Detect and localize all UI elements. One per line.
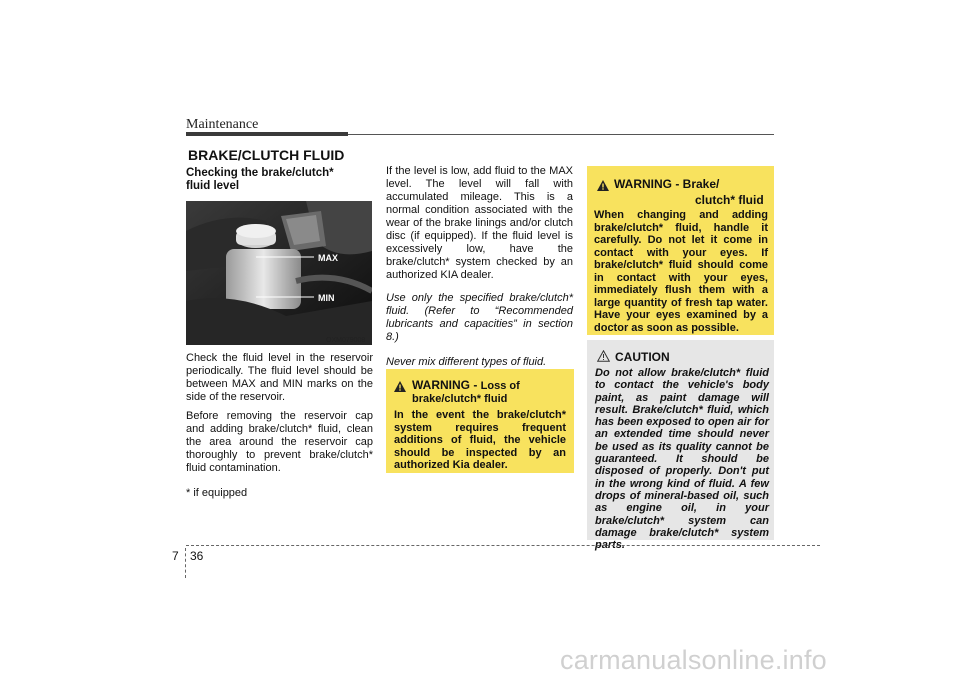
section-title: BRAKE/CLUTCH FLUID	[188, 147, 345, 163]
footnote: * if equipped	[186, 487, 248, 499]
photo-label-max: MAX	[318, 253, 338, 263]
reservoir-photo	[186, 201, 372, 345]
watermark: carmanualsonline.info	[560, 645, 827, 675]
warning-triangle-icon	[394, 379, 406, 397]
photo-label-min: MIN	[318, 293, 335, 303]
warning-fluid-text: When changing and adding brake/clutch* fluid, handle it carefully. Do not let it come in contact with your eyes. If brake/clutch* fluid should come in contact with your eyes, immediately flush them with a large quantity of fresh tap water. Have your eyes examined by a doctor as soon as possible.	[594, 209, 768, 334]
warning-loss-label: WARNING -	[412, 378, 481, 392]
subtitle-line2: fluid level	[186, 180, 240, 192]
chapter-number: 7	[172, 549, 179, 563]
middle-italic-1: Use only the specified brake/clutch* fluid. (Refer to “Recommended lubricants and capacities” in section 8.)	[386, 292, 573, 343]
warning-loss-title	[412, 378, 520, 393]
footer-divider	[185, 548, 186, 578]
warning-fluid-title-a: Brake/	[682, 177, 720, 191]
caution-triangle-icon	[597, 349, 610, 367]
warning-fluid-box	[587, 166, 774, 335]
page-number: 36	[190, 549, 204, 563]
warning-fluid-title-b: clutch* fluid	[695, 193, 764, 207]
warning-loss-title-b: brake/clutch* fluid	[412, 393, 508, 405]
left-paragraph-2: Before removing the reservoir cap and adding brake/clutch* fluid, clean the area around the reservoir cap thoroughly to prevent brake/clutch* fluid contamination.	[186, 410, 373, 474]
photo-code: OXM079008	[326, 337, 366, 344]
caution-title: CAUTION	[615, 350, 670, 364]
warning-loss-box	[386, 369, 574, 473]
footer-rule	[186, 545, 820, 546]
warning-loss-title-a: Loss of	[480, 380, 520, 392]
left-body	[186, 352, 373, 506]
warning-fluid-label: WARNING -	[614, 177, 683, 191]
caution-text: Do not allow brake/clutch* fluid to contact the vehicle's body paint, as paint damage will result. Brake/clutch* fluid, which has been exposed to open air for an extended time should never be used as its quality cannot be guaranteed. It should be disposed of properly. Don't put in the wrong kind of fluid. A few drops of mineral-based oil, such as engine oil, in your brake/clutch* system can damage brake/clutch* system parts.	[595, 367, 769, 552]
left-paragraph-1: Check the fluid level in the reservoir periodically. The fluid level should be between MAX and MIN marks on the side of the reservoir.	[186, 352, 373, 403]
warning-loss-text: In the event the brake/clutch* system requires frequent additions of fluid, the vehicle should be inspected by an authorized Kia dealer.	[394, 409, 566, 471]
subsection-title	[186, 167, 376, 193]
header-title: Maintenance	[186, 117, 259, 132]
reservoir-illustration	[186, 201, 372, 345]
middle-body	[386, 165, 573, 375]
warning-triangle-icon	[597, 178, 609, 196]
subtitle-line1: Checking the brake/clutch*	[186, 167, 334, 179]
warning-fluid-title	[614, 177, 719, 191]
header-rule-thin	[348, 134, 774, 135]
middle-paragraph: If the level is low, add fluid to the MAX level. The level will fall with accumulated mileage. This is a normal condition associated with the wear of the brake linings and/or clutch disc (if equipped). If the fluid level is excessively low, have the brake/clutch* system checked by an authorized KIA dealer.	[386, 165, 573, 281]
caution-box	[587, 340, 774, 552]
middle-italic-2: Never mix different types of fluid.	[386, 356, 547, 368]
header-rule-thick	[186, 132, 348, 136]
